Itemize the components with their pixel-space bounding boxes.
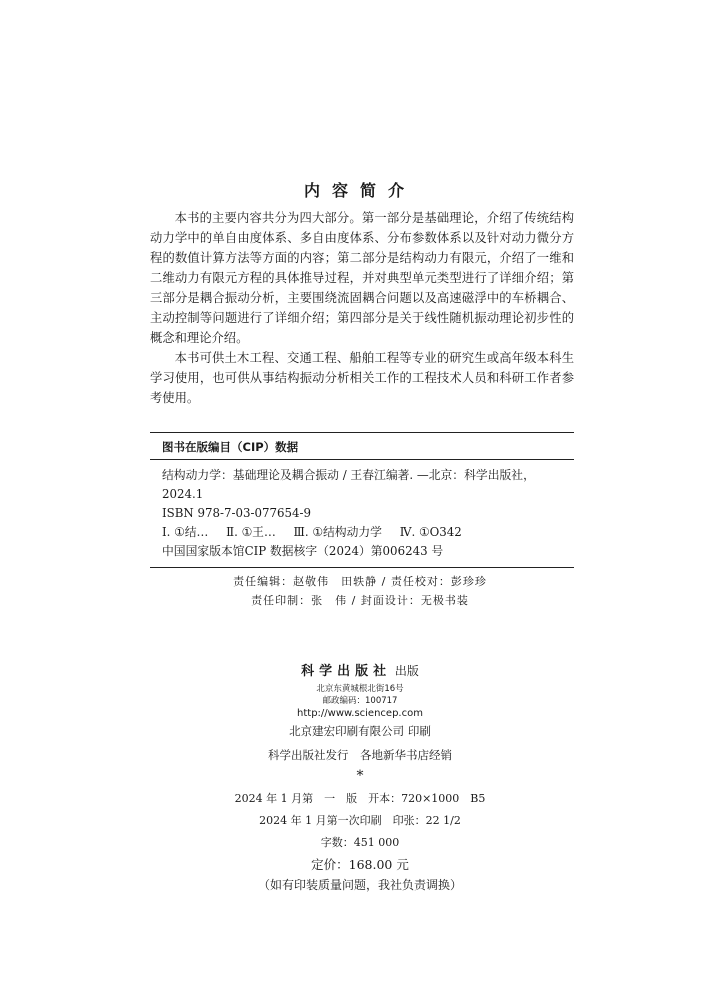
distribution-line: 科学出版社发行 各地新华书店经销 — [268, 748, 452, 762]
summary-paragraph-2: 本书可供土木工程、交通工程、船舶工程等专业的研究生或高年级本科生学习使用，也可供从事结构振动分析相关工作的工程技术人员和科研工作者参考使用。 — [150, 351, 574, 405]
cip-class-4: Ⅳ. ①O342 — [399, 525, 462, 539]
cip-bottom-rule — [150, 567, 574, 568]
cip-heading: 图书在版编目（CIP）数据 — [162, 440, 299, 454]
publisher-logo: 科学出版社 — [301, 664, 392, 679]
content-summary — [150, 208, 574, 408]
cip-bib-line-2: 2024.1 — [162, 487, 204, 501]
price: 定价：168.00 元 — [311, 857, 409, 872]
publisher-suffix: 出版 — [394, 664, 419, 678]
credits-line-2: 责任印制：张 伟 / 封面设计：无极书装 — [251, 594, 469, 607]
edition-line: 2024 年 1 月第 一 版 开本：720×1000 B5 — [234, 792, 486, 805]
printer-line: 北京建宏印刷有限公司 印刷 — [289, 724, 431, 738]
cip-data-block — [150, 432, 574, 568]
cip-class-2: Ⅱ. ①王… — [226, 525, 276, 539]
publisher-postcode: 邮政编码：100717 — [322, 696, 398, 706]
content-summary-title: 内容简介 — [303, 181, 416, 200]
printing-line: 2024 年 1 月第一次印刷 印张：22 1/2 — [259, 814, 461, 827]
editorial-credits — [0, 572, 720, 610]
cip-class-3: Ⅲ. ①结构动力学 — [293, 525, 382, 539]
summary-paragraph-1: 本书的主要内容共分为四大部分。第一部分是基础理论，介绍了传统结构动力学中的单自由度体系、多自由度体系、分布参数体系以及针对动力微分方程的数值计算方法等方面的内容；第二部分是结构动力有限元，介绍了一维和二维动力有限元方程的具体推导过程，并对典型单元类型进行了详细介绍；第三部分是耦合振动分析，主要围绕流固耦合问题以及高速磁浮中的车桥耦合、主动控制等问题进行了详细介绍；第四部分是关于线性随机振动理论初步性的概念和理论介绍。 — [150, 211, 574, 345]
cip-bib-line-1: 结构动力学：基础理论及耦合振动 / 王春江编著. —北京：科学出版社， — [162, 468, 535, 482]
cip-classification — [162, 523, 574, 542]
separator-star: * — [356, 768, 364, 784]
publisher-website: http://www.sciencep.com — [297, 708, 423, 719]
publisher-info — [0, 660, 720, 895]
credits-line-1: 责任编辑：赵敬伟 田轶静 / 责任校对：彭珍珍 — [233, 575, 487, 588]
publisher-address: 北京东黄城根北街16号 — [316, 684, 404, 694]
cip-record-number: 中国国家版本馆CIP 数据核字（2024）第006243 号 — [162, 544, 444, 558]
cip-class-1: Ⅰ. ①结… — [162, 525, 209, 539]
cip-isbn: ISBN 978-7-03-077654-9 — [162, 506, 311, 520]
cip-body — [150, 466, 574, 561]
word-count: 字数：451 000 — [320, 836, 400, 849]
quality-note: （如有印装质量问题，我社负责调换） — [257, 878, 462, 892]
cip-heading-rule — [150, 459, 574, 460]
